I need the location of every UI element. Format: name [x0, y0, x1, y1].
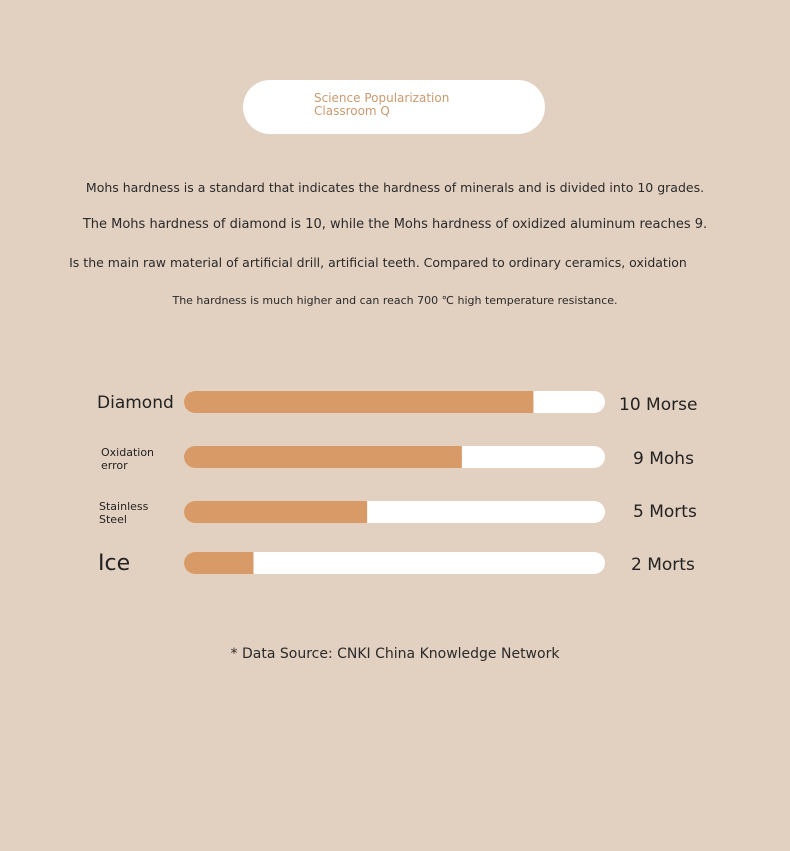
header-badge-text: Science Popularization Classroom Q: [314, 91, 450, 118]
category-label-oxidation-error: Oxidation error: [101, 446, 155, 472]
bar-diamond: [184, 391, 533, 413]
intro-line-2: The Mohs hardness of diamond is 10, while the Mohs hardness of oxidized aluminum reaches 9.: [82, 217, 708, 232]
bar-end-stainless-steel: [356, 501, 367, 523]
bar-end-oxidation-error: [451, 446, 462, 468]
category-label-stainless-steel: Stainless Steel: [99, 500, 149, 526]
intro-line-4: The hardness is much higher and can reach 700 ℃ high temperature resistance.: [172, 294, 618, 307]
bar-stainless-steel: [184, 501, 367, 523]
data-source: * Data Source: CNKI China Knowledge Network: [230, 646, 560, 662]
value-label-stainless-steel: 5 Morts: [633, 502, 697, 522]
category-label-ice: Ice: [98, 551, 131, 576]
intro-line-3: Is the main raw material of artificial drill, artificial teeth. Compared to ordinary ceramics, oxidation: [69, 255, 687, 270]
value-label-diamond: 10 Morse: [619, 395, 698, 415]
value-label-ice: 2 Morts: [631, 555, 695, 575]
bar-end-diamond: [522, 391, 533, 413]
category-label-diamond: Diamond: [97, 393, 174, 413]
value-label-oxidation-error: 9 Mohs: [633, 449, 694, 469]
intro-line-1: Mohs hardness is a standard that indicates the hardness of minerals and is divided into 10 grades.: [85, 180, 705, 195]
header-badge: [243, 80, 545, 134]
bar-oxidation-error: [184, 446, 462, 468]
bar-end-ice: [242, 552, 253, 574]
